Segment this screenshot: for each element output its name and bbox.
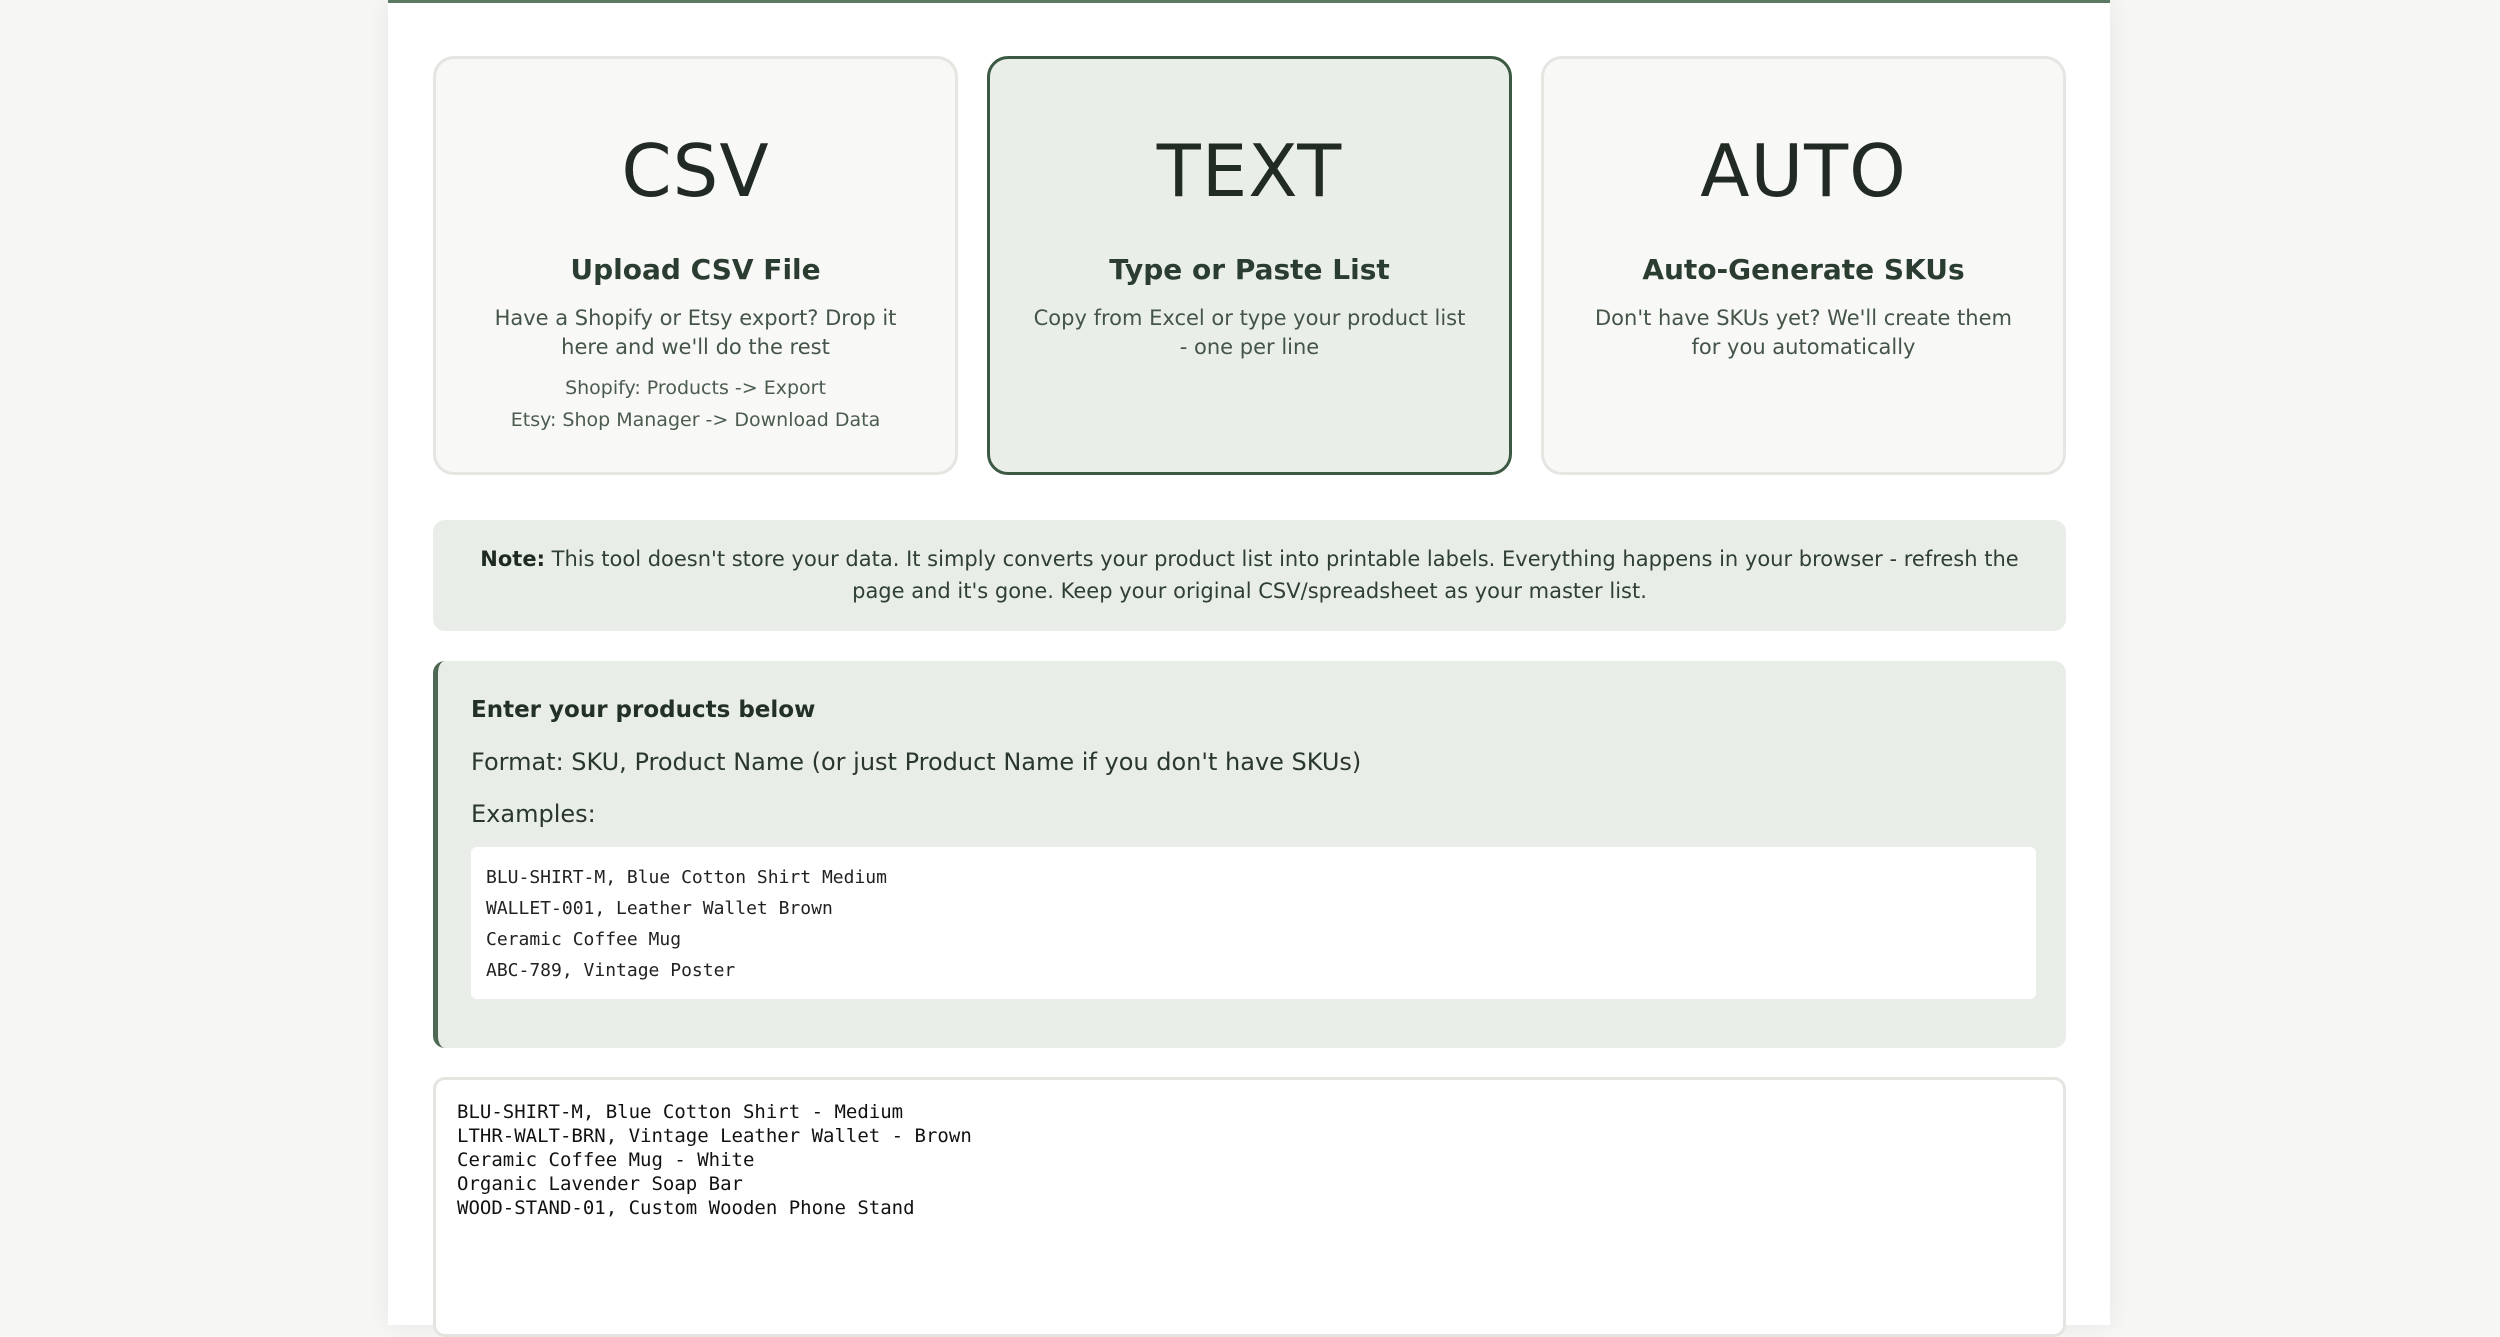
option-auto-title: Auto-Generate SKUs: [1642, 253, 1965, 286]
privacy-note-text: This tool doesn't store your data. It simply converts your product list into printable labels. Everything happens in your browser - refresh the page and it's gone. Keep your original CSV/spreadsheet as your master list.: [551, 547, 2019, 603]
option-text-paste[interactable]: [987, 56, 1512, 475]
instructions-format: Format: SKU, Product Name (or just Product Name if you don't have SKUs): [471, 748, 1362, 776]
examples-box: [471, 847, 2036, 999]
instructions-heading: Enter your products below: [471, 697, 816, 723]
option-csv-big-label: CSV: [621, 129, 770, 213]
option-csv-description: Have a Shopify or Etsy export? Drop it here and we'll do the rest: [494, 306, 897, 359]
instructions-examples-label: Examples:: [471, 800, 596, 828]
option-csv-upload[interactable]: [433, 56, 958, 475]
option-auto-generate[interactable]: [1541, 56, 2066, 475]
option-csv-title: Upload CSV File: [570, 253, 821, 286]
privacy-note-label: Note:: [480, 547, 545, 571]
option-text-title: Type or Paste List: [1109, 253, 1390, 286]
example-line: WALLET-001, Leather Wallet Brown: [486, 898, 833, 919]
example-line: Ceramic Coffee Mug: [486, 929, 682, 950]
main-container: [388, 0, 2110, 1325]
option-text-description: Copy from Excel or type your product list - one per line: [1033, 306, 1466, 359]
option-auto-description: Don't have SKUs yet? We'll create them for you automatically: [1595, 306, 2012, 359]
content-area: [433, 56, 2066, 1337]
instructions-panel: [433, 661, 2066, 1048]
option-csv-hint-etsy: Etsy: Shop Manager -> Download Data: [510, 409, 881, 431]
privacy-note: [433, 520, 2066, 631]
input-method-options: [433, 56, 2066, 475]
option-text-big-label: TEXT: [1156, 129, 1343, 213]
example-line: BLU-SHIRT-M, Blue Cotton Shirt Medium: [486, 867, 887, 888]
example-line: ABC-789, Vintage Poster: [486, 960, 736, 981]
option-auto-big-label: AUTO: [1700, 129, 1907, 213]
option-csv-hint-shopify: Shopify: Products -> Export: [565, 377, 826, 399]
product-list-input[interactable]: [433, 1077, 2066, 1337]
